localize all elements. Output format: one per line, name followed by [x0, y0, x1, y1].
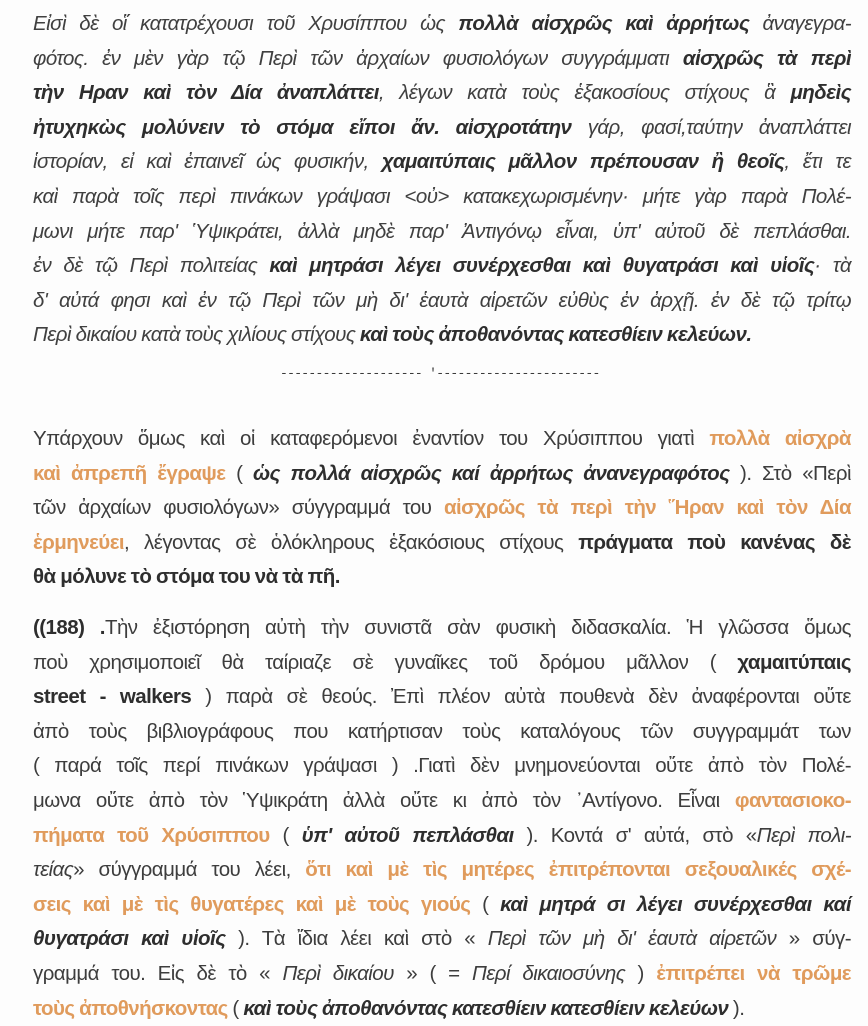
highlighted-phrase: ὅτι καὶ μὲ τὶς μητέρες ἐπιτρέπονται σεξουαλικές σχέ- — [305, 858, 851, 882]
translation-paragraph-2 — [33, 611, 851, 1026]
text-run: ). — [728, 996, 745, 1020]
text-line — [33, 922, 851, 957]
highlighted-phrase: πολλὰ αἰσχρὰ — [709, 427, 851, 450]
emphasized-phrase: θὰ μόλυνε τὸ στόμα του νὰ τὰ πῆ. — [33, 565, 340, 589]
text-run: ( — [269, 823, 302, 847]
emphasized-phrase: πράγματα ποὺ κανένας δὲ — [578, 530, 851, 554]
text-line — [33, 422, 851, 457]
emphasized-phrase: χαμαιτύπαις μᾶλλον πρέπουσαν ἢ θεοῖς — [381, 150, 785, 174]
text-line — [33, 715, 851, 750]
emphasized-phrase: ὡς πολλά αἰσχρῶς καί ἀρρήτως ἀνανεγραφότος — [252, 461, 730, 485]
text-run: Εἰσὶ δὲ οἵ κατατρέχουσι τοῦ Χρυσίππου ὡς — [33, 12, 459, 35]
text-line — [33, 491, 851, 526]
emphasized-phrase: καὶ μητράσι λέγει συνέρχεσθαι καὶ θυγατράσι καὶ υἱοῖς — [269, 254, 815, 278]
text-line — [33, 992, 851, 1026]
text-run: ). Κοντά σ' αὐτά, στὸ « — [513, 823, 757, 847]
text-line — [33, 76, 851, 111]
section-separator: -------------------- '----------------------- — [280, 366, 600, 381]
text-run: μωνα οὔτε ἀπὸ τὸν Ὑψικράτη ἀλλὰ οὔτε κι ἀπὸ τὸν ᾿Αντίγονο. Εἶναι — [33, 788, 735, 812]
text-run: ἀπὸ τοὺς βιβλιογράφους που κατήρτισαν τοὺς καταλόγους τῶν συγγραμμάτ των — [33, 719, 851, 743]
text-line — [33, 526, 851, 561]
text-line — [33, 145, 851, 180]
highlighted-phrase: φαντασιοκο- — [734, 788, 851, 812]
text-line — [33, 180, 851, 215]
text-run: ποὺ χρησιμοποιεῖ θὰ ταίριαζε σὲ γυναῖκες τοῦ δρόμου μᾶλλον ( — [33, 650, 738, 674]
text-run: » σύγ- — [776, 927, 851, 951]
highlighted-phrase: πήματα τοῦ Χρύσιππου — [33, 823, 270, 847]
text-run: ). Τὰ ἴδια λέει καὶ στὸ « — [225, 927, 488, 951]
text-line — [33, 249, 851, 284]
highlighted-phrase: τοὺς ἀποθνήσκοντας — [33, 996, 228, 1020]
text-run: τῶν ἀρχαίων φυσιολόγων» σύγγραμμά του — [33, 496, 444, 520]
text-line — [33, 284, 851, 319]
emphasized-phrase: μηδεὶς — [790, 81, 851, 105]
text-line — [33, 318, 851, 353]
text-run: ( — [227, 996, 244, 1020]
text-run: Υπάρχουν ὅμως καὶ οἱ καταφερόμενοι ἐναντίον του Χρύσιππου γιατὶ — [33, 427, 710, 450]
greek-original-quote — [33, 7, 851, 353]
text-line — [33, 611, 851, 646]
text-run: » ( = — [393, 961, 472, 985]
text-run: Περὶ δικαίου κατὰ τοὺς χιλίους στίχους — [33, 323, 360, 347]
emphasized-phrase: ὑπ' αὐτοῦ πεπλάσθαι — [301, 823, 514, 847]
text-line — [33, 749, 851, 784]
text-line — [33, 42, 851, 77]
text-run: Τὴν ἐξιστόρηση αὐτὴ τὴν συνιστᾶ σὰν φυσικὴ διδασκαλία. Ἡ γλῶσσα ὅμως — [104, 616, 851, 639]
text-run: Περὶ δικαίου — [282, 961, 394, 985]
text-line — [33, 957, 851, 992]
text-line — [33, 888, 851, 923]
text-run: καὶ παρὰ τοῖς περὶ πινάκων γράψασι <οὐ> κατακεχωρισμένην· μήτε γὰρ παρὰ Πολέ- — [33, 184, 851, 208]
text-line — [33, 819, 851, 854]
emphasized-phrase: χαμαιτύπαις — [737, 650, 851, 674]
emphasized-phrase: πολλὰ αἰσχρῶς καὶ ἀρρήτως — [458, 12, 750, 35]
emphasized-phrase: καὶ τοὺς ἀποθανόντας κατεσθίειν κατεσθίειν κελεύων — [243, 996, 729, 1020]
emphasized-phrase: αἰσχρῶς τὰ περὶ — [682, 46, 851, 70]
text-run: Περὶ τῶν μὴ δι' ἑαυτὰ αἱρετῶν — [487, 927, 777, 951]
text-run: ( — [470, 892, 501, 916]
text-run: ἀναγεγρα- — [749, 12, 851, 35]
emphasized-phrase: θυγατράσι καὶ υἱοῖς — [33, 927, 226, 951]
text-run: Περὶ πολι- — [756, 823, 852, 847]
text-run: , λέγοντας σὲ ὁλόκληρους ἑξακόσιους στίχους — [124, 530, 579, 554]
text-line — [33, 853, 851, 888]
text-run: ) — [625, 961, 657, 985]
text-run: ( — [225, 461, 253, 485]
text-line — [33, 646, 851, 681]
text-line — [33, 457, 851, 492]
text-line — [33, 215, 851, 250]
emphasized-phrase: τὴν Ηραν καὶ τὸν Δία ἀναπλάττει — [33, 81, 379, 105]
text-run: ἱστορίαν, εἰ καὶ ἐπαινεῖ ὡς φυσικήν, — [33, 150, 382, 174]
text-run: δ' αὐτά φησι καὶ ἐν τῷ Περὶ τῶν μὴ δι' ἑαυτὰ αἱρετῶν εὐθὺς ἐν ἀρχῇ. ἐν δὲ τῷ τρίτῳ — [33, 288, 851, 312]
text-line — [33, 111, 851, 146]
text-line — [33, 560, 851, 595]
text-line — [33, 680, 851, 715]
text-run: ( παρά τοῖς περί πινάκων γράψασι ) .Γιατὶ δὲν μνημονεύονται οὔτε ἀπὸ τὸν Πολέ- — [33, 754, 851, 778]
text-line — [33, 7, 851, 42]
text-run: , ἔτι τε — [784, 150, 851, 174]
highlighted-phrase: ἑρμηνεύει — [33, 530, 125, 554]
text-run: φότος. ἐν μὲν γὰρ τῷ Περὶ τῶν ἀρχαίων φυσιολόγων συγγράμματι — [33, 46, 683, 70]
text-line — [33, 784, 851, 819]
text-run: ἐν δὲ τῷ Περὶ πολιτείας — [33, 254, 270, 278]
text-run: ) παρὰ σὲ θεούς. Ἐπὶ πλέον αὐτὰ πουθενὰ δὲν ἀναφέρονται οὔτε — [191, 685, 851, 709]
emphasized-phrase: καὶ μητρά σι λέγει συνέρχεσθαι καί — [500, 892, 851, 916]
highlighted-phrase: σεις καὶ μὲ τὶς θυγατέρες καὶ μὲ τοὺς γιούς — [33, 892, 471, 916]
emphasized-phrase: ((188) . — [33, 616, 105, 639]
text-run: Περί δικαιοσύνης — [472, 961, 626, 985]
highlighted-phrase: αἰσχρῶς τὰ περὶ τὴν Ἥραν καὶ τὸν Δία — [443, 496, 851, 520]
emphasized-phrase: ἠτυχηκὼς μολύνειν τὸ στόμα εἴποι ἄν. αἰσχροτάτην — [33, 115, 572, 139]
text-run: μωνι μήτε παρ' Ὑψικράτει, ἀλλὰ μηδὲ παρ' Ἀντιγόνῳ εἶναι, ὑπ' αὐτοῦ δὲ πεπλάσθαι. — [33, 219, 851, 243]
text-run: · τὰ — [814, 254, 852, 278]
text-run: , λέγων κατὰ τοὺς ἑξακοσίους στίχους ἃ — [378, 81, 791, 105]
text-run: » σύγγραμμά του λέει, — [73, 858, 306, 882]
text-run: γάρ, φασί,ταύτην ἀναπλάττει — [571, 115, 851, 139]
emphasized-phrase: καὶ τοὺς ἀποθανόντας κατεσθίειν κελεύων. — [359, 323, 752, 347]
highlighted-phrase: ἐπιτρέπει νὰ τρῶμε — [656, 961, 851, 985]
text-run: γραμμά του. Εἰς δὲ τὸ « — [33, 961, 283, 985]
highlighted-phrase: καὶ ἀπρεπῆ ἔγραψε — [33, 461, 226, 485]
text-run: τείας — [33, 858, 74, 882]
translation-paragraph-1 — [33, 422, 851, 595]
text-run: ). Στὸ «Περὶ — [729, 461, 851, 485]
emphasized-phrase: street - walkers — [33, 685, 192, 709]
